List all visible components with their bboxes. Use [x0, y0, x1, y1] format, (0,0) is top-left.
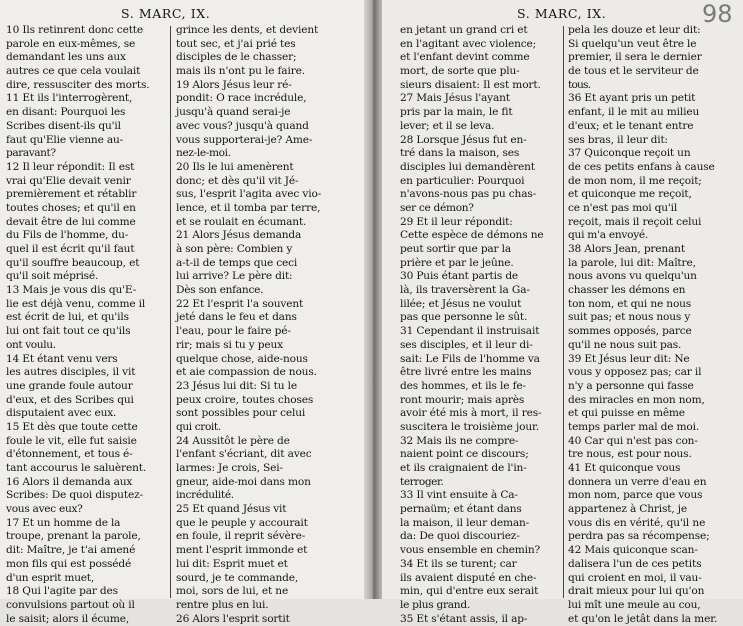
text-line: dire, ressusciter des morts. [6, 78, 150, 91]
text-line: la maison, il leur deman- [400, 516, 530, 529]
text-line: ils avaient disputé en che- [400, 571, 537, 584]
text-line: quel il est écrit qu'il faut [6, 243, 135, 255]
text-line: rentre plus en lui. [176, 598, 269, 611]
text-line: ses disciples, et il leur di- [400, 338, 533, 351]
book-gutter [364, 0, 382, 599]
text-line: 18 Qui l'agite par des [6, 585, 118, 598]
text-line: 42 Mais quiconque scan- [568, 544, 698, 557]
text-line: sourd, je te commande, [176, 571, 299, 584]
text-line: 12 Il leur répondit: Il est [6, 160, 135, 173]
text-line: prière et par le jeûne. [400, 256, 514, 269]
text-line: 31 Cependant il instruisait [400, 325, 540, 338]
text-line: sus, l'esprit l'agita avec vio- [176, 188, 322, 201]
text-line: 19 Alors Jésus leur ré- [176, 78, 292, 91]
text-line: et se roulait en écumant. [176, 215, 307, 228]
text-line: mort, de sorte que plu- [400, 65, 520, 78]
text-line: qui m'a envoyé. [568, 229, 649, 242]
text-line: gneur, aide-moi dans mon [176, 475, 311, 488]
text-line: disciples de le chasser; [176, 51, 297, 64]
text-line: grince les dents, et devient [176, 24, 319, 36]
text-line: enfant, il le mit au milieu [568, 106, 700, 119]
left-page [0, 0, 364, 625]
text-line: vous supporterai-je? Ame- [176, 133, 313, 146]
text-line: lence, et il tomba par terre, [176, 201, 321, 214]
left-column-1 [6, 24, 176, 626]
text-line: 41 Et quiconque vous [568, 462, 681, 474]
text-line: nez-le-moi. [176, 147, 231, 160]
text-line: drait mieux pour lui qu'on [568, 585, 705, 598]
left-column-2 [176, 24, 346, 626]
text-line: quelque chose, aide-nous [176, 352, 308, 365]
text-line: des miracles en mon nom, [568, 393, 705, 406]
text-line: la parole, lui dit: Maître, [568, 256, 696, 269]
text-line: et l'enfant devint comme [400, 51, 530, 64]
text-line: Cette espèce de démons ne [400, 229, 544, 242]
text-line: 40 Car qui n'est pas con- [568, 434, 698, 447]
text-line: 33 Il vint ensuite à Ca- [400, 489, 518, 502]
text-line: convulsions partout où il [6, 598, 135, 611]
text-line: jusqu'à quand serai-je [176, 106, 291, 119]
text-line: 29 Et il leur répondit: [400, 215, 513, 228]
text-line: tous. [568, 78, 591, 91]
text-line: qu'il soit méprisé. [6, 270, 99, 283]
text-line: de ces petits enfans à cause [568, 160, 715, 173]
text-line: 36 Et ayant pris un petit [568, 92, 696, 105]
text-line: 24 Aussitôt le père de [176, 434, 290, 447]
text-line: 23 Jésus lui dit: Si tu le [176, 379, 297, 392]
text-line: le plus grand. [400, 598, 470, 611]
text-line: les autres disciples, il vit [6, 366, 136, 379]
text-line: parole en eux-mêmes, se [6, 37, 136, 50]
text-line: qui croient en moi, il vau- [568, 571, 702, 584]
text-line: nous avons vu quelqu'un [568, 270, 697, 283]
text-line: 25 Et quand Jésus vit [176, 503, 287, 516]
text-line: lie est déjà venu, comme il [6, 297, 146, 310]
text-line: tre nous, est pour nous. [568, 448, 692, 461]
text-line: 28 Lorsque Jésus fut en- [400, 133, 527, 146]
text-line: vous dis en vérité, qu'il ne [568, 516, 706, 529]
text-line: et aie compassion de nous. [176, 366, 317, 379]
text-line: en foule, il reprit sévère- [176, 530, 306, 543]
text-line: 14 Et étant venu vers [6, 352, 118, 365]
text-line: mon fils qui est possédé [6, 557, 132, 570]
text-line: peut sortir que par la [400, 243, 511, 255]
text-line: incrédulité. [176, 489, 234, 502]
text-line: disciples lui demandèrent [400, 160, 535, 173]
text-line: 16 Alors il demanda aux [6, 475, 133, 488]
text-line: larmes: Je crois, Sei- [176, 462, 283, 474]
text-line: de tous et le serviteur de [568, 65, 699, 78]
text-line: jeté dans le feu et dans [176, 311, 297, 324]
text-line: pela les douze et leur dit: [568, 24, 701, 36]
text-line: perdra pas sa récompense; [568, 530, 710, 543]
text-line: avoir été mis à mort, il res- [400, 407, 542, 420]
text-line: toutes choses; et qu'il en [6, 201, 136, 214]
text-line: 21 Alors Jésus demanda [176, 229, 302, 242]
text-line: naient point ce discours; [400, 448, 529, 461]
text-line: l'enfant s'écriant, dit avec [176, 448, 312, 461]
text-line: de mon nom, il me reçoit; [568, 174, 702, 187]
text-line: Scribes: De quoi disputez- [6, 489, 143, 502]
text-line: 13 Mais je vous dis qu'E- [6, 284, 137, 297]
text-line: être livré entre les mains [400, 366, 532, 379]
text-line: mon nom, parce que vous [568, 489, 703, 502]
text-line: autres ce que cela voulait [6, 65, 141, 78]
text-line: ont voulu. [6, 338, 56, 351]
right-column-1 [400, 24, 570, 626]
text-line: 38 Alors Jean, prenant [568, 243, 685, 255]
text-line: tré dans la maison, ses [400, 147, 520, 160]
text-line: vrai qu'Elie devait venir [6, 174, 131, 187]
text-line: là, ils traversèrent la Ga- [400, 284, 530, 297]
text-line: faut qu'Elie vienne au- [6, 133, 124, 146]
text-line: à son père: Combien y [176, 243, 293, 255]
right-column-2 [568, 24, 738, 626]
text-line: l'eau, pour le faire pé- [176, 325, 291, 338]
text-line: 26 Alors l'esprit sortit [176, 612, 290, 625]
text-line: 35 Et s'étant assis, il ap- [400, 612, 528, 625]
text-line: 27 Mais Jésus l'ayant [400, 92, 510, 105]
text-line: n'y a personne qui fasse [568, 379, 694, 392]
text-line: ton nom, et qui ne nous [568, 297, 692, 310]
text-line: troupe, prenant la parole, [6, 530, 141, 543]
text-line: et ils craignaient de l'in- [400, 462, 527, 474]
text-line: foule le vit, elle fut saisie [6, 434, 137, 447]
text-line: d'un esprit muet, [6, 571, 94, 584]
text-line: lui dit: Esprit muet et [176, 557, 288, 570]
text-line: en l'agitant avec violence; [400, 37, 537, 50]
text-line: disputaient avec eux. [6, 407, 117, 420]
text-line: Scribes disent-ils qu'il [6, 119, 121, 132]
text-line: pernaüm; et étant dans [400, 503, 522, 516]
text-line: terroger. [400, 475, 444, 488]
text-line: 17 Et un homme de la [6, 516, 121, 529]
text-line: premièrement et rétablir [6, 188, 137, 201]
text-line: lui ont fait tout ce qu'ils [6, 325, 131, 338]
text-line: min, qui d'entre eux serait [400, 585, 539, 598]
page-number-handwritten: 98 [702, 0, 733, 28]
text-line: qu'il souffre beaucoup, et [6, 256, 140, 269]
text-line: qu'il ne nous suit pas. [568, 338, 682, 351]
text-line: moi, sors de lui, et ne [176, 585, 289, 598]
text-line: en particulier: Pourquoi [400, 174, 525, 187]
text-line: demandant les uns aux [6, 51, 126, 64]
text-line: en disant: Pourquoi les [6, 106, 126, 119]
text-line: 22 Et l'esprit l'a souvent [176, 297, 304, 310]
text-line: le saisit; alors il écume, [6, 612, 130, 625]
text-line: da: De quoi discouriez- [400, 530, 520, 543]
text-line: ser ce démon? [400, 201, 474, 214]
column-rule-left [170, 26, 171, 598]
text-line: peux croire, toutes choses [176, 393, 314, 406]
text-line: a-t-il de temps que ceci [176, 256, 298, 269]
text-line: Dès son enfance. [176, 284, 264, 297]
text-line: ment l'esprit immonde et [176, 544, 308, 557]
text-line: sommes opposés, parce [568, 325, 692, 338]
text-line: tant accourus le saluèrent. [6, 462, 147, 474]
text-line: appartenez à Christ, je [568, 503, 687, 516]
text-line: 30 Puis étant partis de [400, 270, 519, 283]
running-head-right: S. MARC, IX. [517, 6, 607, 21]
text-line: qui croit. [176, 420, 221, 433]
text-line: et qu'on le jetât dans la mer. [568, 612, 718, 625]
text-line: mais ils n'ont pu le faire. [176, 65, 305, 78]
text-line: que le peuple y accourait [176, 516, 308, 529]
text-line: premier, il sera le dernier [568, 51, 702, 64]
text-line: tout sec, et j'ai prié tes [176, 37, 296, 50]
text-line: pris par la main, le fit [400, 106, 513, 119]
text-line: en jetant un grand cri et [400, 24, 528, 36]
text-line: lever; et il se leva. [400, 119, 495, 132]
text-line: 34 Et ils se turent; car [400, 557, 517, 570]
text-line: d'étonnement, et tous é- [6, 448, 133, 461]
text-line: 11 Et ils l'interrogèrent, [6, 92, 133, 105]
text-line: pondit: O race incrédule, [176, 92, 307, 105]
text-line: d'eux; et le tenant entre [568, 119, 694, 132]
text-line: temps parler mal de moi. [568, 420, 700, 433]
text-line: d'eux, et des Scribes qui [6, 393, 134, 406]
text-line: sieurs disaient: Il est mort. [400, 78, 541, 91]
text-line: n'avons-nous pas pu chas- [400, 188, 537, 201]
text-line: 32 Mais ils ne compre- [400, 434, 519, 447]
text-line: des hommes, et ils le fe- [400, 379, 526, 392]
text-line: vous y opposez pas; car il [568, 366, 702, 379]
text-line: 20 Ils le lui amenèrent [176, 160, 294, 173]
text-line: paravant? [6, 147, 56, 160]
text-line: reçoit, mais il reçoit celui [568, 215, 702, 228]
text-line: 10 Ils retinrent donc cette [6, 24, 144, 36]
text-line: avec vous? jusqu'à quand [176, 119, 309, 132]
text-line: donnera un verre d'eau en [568, 475, 707, 488]
text-line: Si quelqu'un veut être le [568, 37, 697, 50]
column-rule-right [563, 26, 564, 598]
running-head-left: S. MARC, IX. [121, 6, 211, 21]
text-line: et qui puisse en même [568, 407, 685, 420]
text-line: 37 Quiconque reçoit un [568, 147, 691, 160]
text-line: ce n'est pas moi qu'il [568, 201, 678, 214]
text-line: donc; et dès qu'il vit Jé- [176, 174, 299, 187]
text-line: suscitera le troisième jour. [400, 420, 540, 433]
right-page [382, 0, 743, 625]
text-line: du Fils de l'homme, du- [6, 229, 129, 242]
text-line: devait être de lui comme [6, 215, 136, 228]
text-line: sait: Le Fils de l'homme va [400, 352, 540, 365]
text-line: lilée; et Jésus ne voulut [400, 297, 522, 310]
text-line: et quiconque me reçoit, [568, 188, 692, 201]
text-line: dit: Maître, je t'ai amené [6, 544, 136, 557]
text-line: suit pas; et nous nous y [568, 311, 691, 324]
text-line: vous avec eux? [6, 503, 83, 516]
text-line: ses bras, il leur dit: [568, 133, 668, 146]
text-line: dalisera l'un de ces petits [568, 557, 702, 570]
text-line: rir; mais si tu y peux [176, 338, 283, 351]
text-line: lui arrive? Le père dit: [176, 270, 293, 283]
text-line: sont possibles pour celui [176, 407, 306, 420]
text-line: 15 Et dès que toute cette [6, 420, 138, 433]
text-line: une grande foule autour [6, 379, 133, 392]
text-line: ront mourir; mais après [400, 393, 525, 406]
text-line: pas que personne le sût. [400, 311, 528, 324]
text-line: vous ensemble en chemin? [400, 544, 540, 557]
text-line: lui mît une meule au cou, [568, 598, 701, 611]
text-line: est écrit de lui, et qu'ils [6, 311, 129, 324]
text-line: chasser les démons en [568, 284, 686, 297]
text-line: 39 Et Jésus leur dit: Ne [568, 352, 690, 365]
